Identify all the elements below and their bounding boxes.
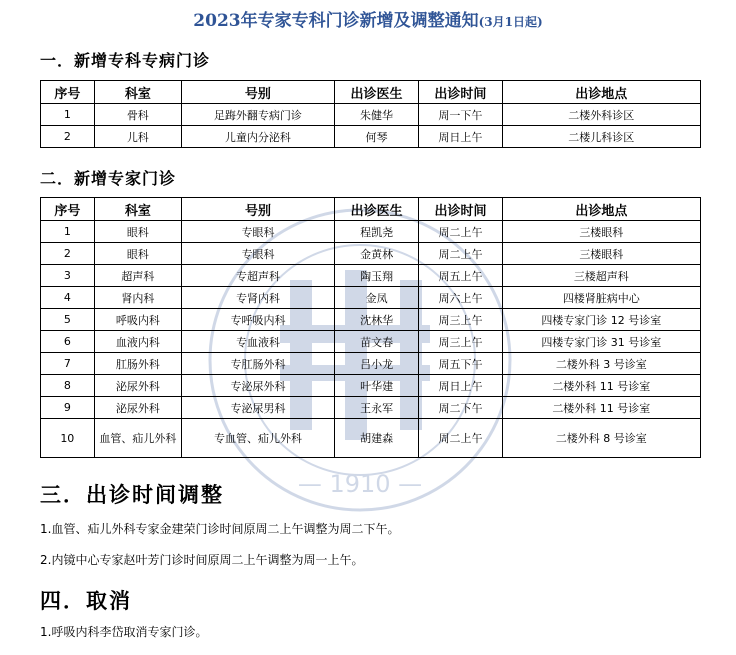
table-row: 7 肛肠外科 专肛肠外科 吕小龙 周五下午 二楼外科 3 号诊室 [41,353,701,375]
table-row: 8 泌尿外科 专泌尿外科 叶华建 周日上午 二楼外科 11 号诊室 [41,375,701,397]
table-row: 4 肾内科 专肾内科 金凤 周六上午 四楼肾脏病中心 [41,287,701,309]
table-row: 2 儿科 儿童内分泌科 何琴 周日上午 二楼儿科诊区 [41,126,701,148]
section3-heading: 三．出诊时间调整 [40,482,224,507]
table-row: 1 眼科 专眼科 程凯尧 周二上午 三楼眼科 [41,221,701,243]
cancellation-item: 1.呼吸内科李岱取消专家门诊。 [40,625,208,639]
table-row: 1 骨科 足踇外翻专病门诊 朱健华 周一下午 二楼外科诊区 [41,104,701,126]
table-row: 10 血管、疝儿外科 专血管、疝儿外科 胡建森 周二上午 二楼外科 8 号诊室 [41,419,701,458]
page-title: 2023年专家专科门诊新增及调整通知(3月1日起) [193,11,543,31]
table-header-row: 序号 科室 号别 出诊医生 出诊时间 出诊地点 [41,81,701,104]
table-header-row: 序号 科室 号别 出诊医生 出诊时间 出诊地点 [41,198,701,221]
adjustment-item: 1.血管、疝儿外科专家金建荣门诊时间原周二上午调整为周二下午。 [40,522,400,536]
table-row: 9 泌尿外科 专泌尿男科 王永军 周二下午 二楼外科 11 号诊室 [41,397,701,419]
specialty-clinic-table [40,80,701,148]
section1-heading: 一．新增专科专病门诊 [40,51,211,70]
svg-text:— 1910 —: — 1910 — [297,470,423,498]
table-row: 2 眼科 专眼科 金黄林 周二上午 三楼眼科 [41,243,701,265]
expert-clinic-table [40,197,701,458]
table-row: 5 呼吸内科 专呼吸内科 沈林华 周三上午 四楼专家门诊 12 号诊室 [41,309,701,331]
adjustment-item: 2.内镜中心专家赵叶芳门诊时间原周二上午调整为周一上午。 [40,553,364,567]
table-row: 6 血液内科 专血液科 苗文春 周三上午 四楼专家门诊 31 号诊室 [41,331,701,353]
section2-heading: 二．新增专家门诊 [40,169,177,188]
table-row: 3 超声科 专超声科 陶玉翔 周五上午 三楼超声科 [41,265,701,287]
section4-heading: 四．取消 [40,588,132,613]
